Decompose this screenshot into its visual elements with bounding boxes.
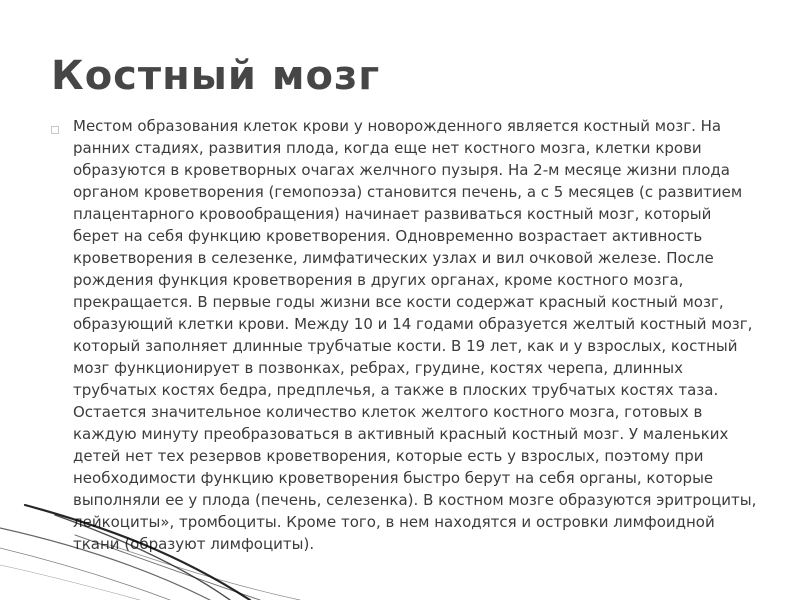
bullet-item	[51, 115, 757, 575]
body-text: Местом образования клеток крови у новорожденного является костный мозг. На ранних стадиях, развития плода, когда еще нет костного мозга, клетки крови образуются в кроветворных очагах желчного пузыря. На 2-м месяце жизни плода органом кроветворения (гемопоэза) становится печень, а с 5 месяцев (с развитием плацентарного кровообращения) начинает развиваться костный мозг, который берет на себя функцию кроветворения. Одновременно возрастает активность кроветворения в селезенке, лимфатических узлах и вил очковой железе. После рождения функция кроветворения в других органах, кроме костного мозга, прекращается. В первые годы жизни все кости содержат красный костный мозг, образующий клетки крови. Между 10 и 14 годами образуется желтый костный мозг, который заполняет длинные трубчатые кости. В 19 лет, как и у взрослых, костный мозг функционирует в позвонках, ребрах, грудине, костях черепа, длинных трубчатых костях бедра, предплечья, а также в плоских трубчатых костях таза. Остается значительное количество клеток желтого костного мозга, готовых в каждую минуту преобразоваться в активный красный костный мозг. У маленьких детей нет тех резервов кроветворения, которые есть у взрослых, поэтому при необходимости функцию кроветворения быстро берут на себя органы, которые выполняли ее у плода (печень, селезенка). В костном мозге образуются эритроциты, лейкоциты», тромбоциты. Кроме того, в нем находятся и островки лимфоидной ткани (образуют лимфоциты).	[73, 117, 757, 553]
slide-title: Костный мозг	[51, 53, 381, 99]
bullet-square-icon	[51, 126, 59, 134]
